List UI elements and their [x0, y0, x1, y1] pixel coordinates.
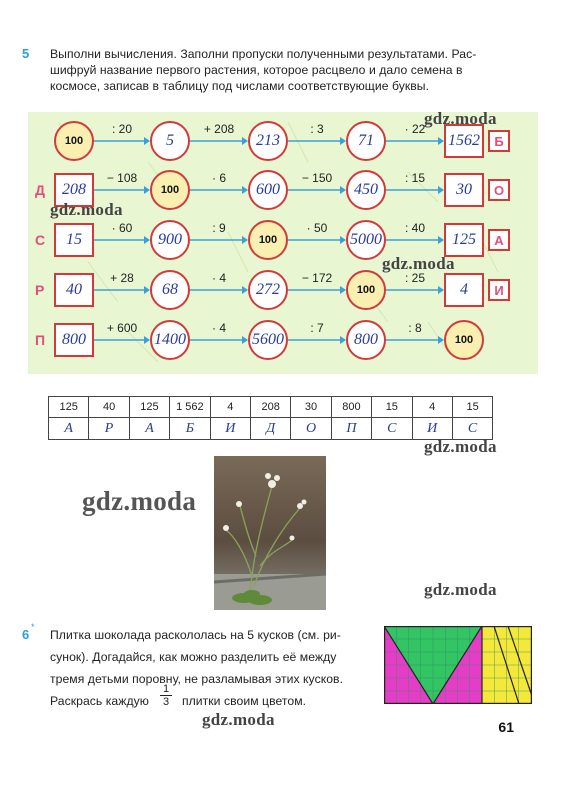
watermark: gdz.moda [202, 710, 275, 729]
chain-operation-label: · 4 [211, 271, 226, 285]
page-number: 61 [498, 719, 514, 735]
chain-circle-node: 900 [150, 220, 190, 260]
chain-circle-node: 1400 [150, 320, 190, 360]
row-answer-letter-box: Б [488, 130, 510, 152]
watermark: gdz.moda [50, 200, 123, 219]
chain-square-node: 4 [444, 273, 484, 307]
decode-number-cell: 40 [89, 397, 129, 418]
chain-operation-label: : 20 [111, 122, 132, 136]
chain-circle-node: 100 [54, 121, 94, 161]
chain-operation-label: + 28 [110, 271, 134, 285]
chain-operation-label: + 600 [106, 321, 138, 335]
row-left-letter: П [35, 332, 46, 348]
watermark: gdz.moda [82, 486, 197, 516]
chain-operation-label: · 22 [404, 122, 426, 136]
chain-circle-node: 100 [444, 320, 484, 360]
row-answer-letter-box: И [488, 279, 510, 301]
decode-number-cell: 15 [372, 397, 412, 418]
chain-operation-label: : 15 [404, 171, 425, 185]
decode-number-cell: 125 [129, 397, 169, 418]
chain-operation-label: · 60 [111, 221, 133, 235]
task-6-line-3: тремя детьми поровну, не разламывая этих кусков. [50, 672, 344, 686]
chain-square-node: 800 [54, 323, 94, 357]
task-5-line-2: шифруй название первого растения, которое расцвело и дало семена в [50, 63, 463, 77]
task-6-number: 6 [22, 627, 30, 642]
task-6-line-2: сунок). Догадайся, как можно разделить её между [50, 650, 337, 664]
chain-circle-node: 450 [346, 170, 386, 210]
watermark: gdz.moda [424, 580, 497, 599]
chain-operation-label: · 50 [306, 221, 328, 235]
chain-operation-label: : 7 [310, 321, 324, 335]
chain-operation-label: : 9 [212, 221, 226, 235]
chain-operation-label: − 108 [106, 171, 138, 185]
decode-number-cell: 30 [291, 397, 331, 418]
chain-operation-label: : 3 [310, 122, 324, 136]
decode-letter-cell: И [210, 418, 250, 440]
chocolate-bar-figure [384, 626, 532, 709]
chain-square-node: 30 [444, 173, 484, 207]
fraction-numerator: 1 [160, 683, 172, 696]
task-6-line-4a: Раскрась каждую [50, 694, 149, 708]
chain-operation-label: − 150 [301, 171, 333, 185]
chain-square-node: 15 [54, 223, 94, 257]
chain-circle-node: 800 [346, 320, 386, 360]
task-6-line-1: Плитка шоколада раскололась на 5 кусков (см. ри- [50, 628, 341, 642]
chain-operation-label: : 8 [408, 321, 422, 335]
decode-number-cell: 4 [412, 397, 452, 418]
decode-number-cell: 15 [452, 397, 492, 418]
one-third-fraction [160, 683, 172, 708]
row-answer-letter-box: А [488, 229, 510, 251]
decode-letter-cell: И [412, 418, 452, 440]
task-6-star-icon: * [31, 622, 35, 632]
chain-circle-node: 5000 [346, 220, 386, 260]
decode-letter-cell: Р [89, 418, 129, 440]
chain-square-node: 125 [444, 223, 484, 257]
chain-square-node: 1562 [444, 124, 484, 158]
decode-table [48, 396, 493, 440]
watermark: gdz.moda [382, 254, 455, 273]
fraction-denominator: 3 [162, 696, 170, 708]
task-5-line-1: Выполни вычисления. Заполни пропуски полученными результатами. Рас- [50, 47, 477, 61]
row-left-letter: С [35, 232, 46, 248]
row-answer-letter-box: О [488, 179, 510, 201]
chain-circle-node: 5 [150, 121, 190, 161]
task-5-number: 5 [22, 46, 30, 61]
chain-operation-label: : 40 [404, 221, 425, 235]
chain-circle-node: 100 [248, 220, 288, 260]
chain-circle-node: 600 [248, 170, 288, 210]
decode-number-cell: 800 [331, 397, 371, 418]
chain-circle-node: 213 [248, 121, 288, 161]
decode-number-cell: 4 [210, 397, 250, 418]
chain-circle-node: 272 [248, 270, 288, 310]
decode-letter-cell: С [452, 418, 492, 440]
decode-letter-cell: А [129, 418, 169, 440]
task-5-line-3: космосе, записав в таблицу под числами соответствующие буквы. [50, 79, 430, 93]
chain-circle-node: 100 [150, 170, 190, 210]
decode-letter-cell: А [49, 418, 89, 440]
chain-square-node: 208 [54, 173, 94, 207]
row-left-letter: Д [35, 182, 45, 198]
decode-number-row [49, 397, 493, 418]
watermark: gdz.moda [424, 437, 497, 456]
chain-operation-label: · 6 [211, 171, 226, 185]
decode-letter-cell: О [291, 418, 331, 440]
chain-operation-label: : 25 [404, 271, 425, 285]
decode-number-cell: 125 [49, 397, 89, 418]
task-6-line-4b: плитки своим цветом. [182, 694, 307, 708]
decode-letter-cell: П [331, 418, 371, 440]
chain-operation-label: − 172 [301, 271, 333, 285]
chain-circle-node: 68 [150, 270, 190, 310]
chain-circle-node: 5600 [248, 320, 288, 360]
decode-number-cell: 1 562 [170, 397, 210, 418]
decode-letter-cell: Д [250, 418, 290, 440]
row-left-letter: Р [35, 282, 45, 298]
chain-circle-node: 100 [346, 270, 386, 310]
decode-letter-cell: Б [170, 418, 210, 440]
chain-operation-label: + 208 [203, 122, 235, 136]
chain-operation-label: · 4 [211, 321, 226, 335]
chain-square-node: 40 [54, 273, 94, 307]
decode-letter-cell: С [372, 418, 412, 440]
watermark: gdz.moda [424, 109, 497, 128]
plant-photo [214, 456, 326, 610]
chain-circle-node: 71 [346, 121, 386, 161]
decode-number-cell: 208 [250, 397, 290, 418]
